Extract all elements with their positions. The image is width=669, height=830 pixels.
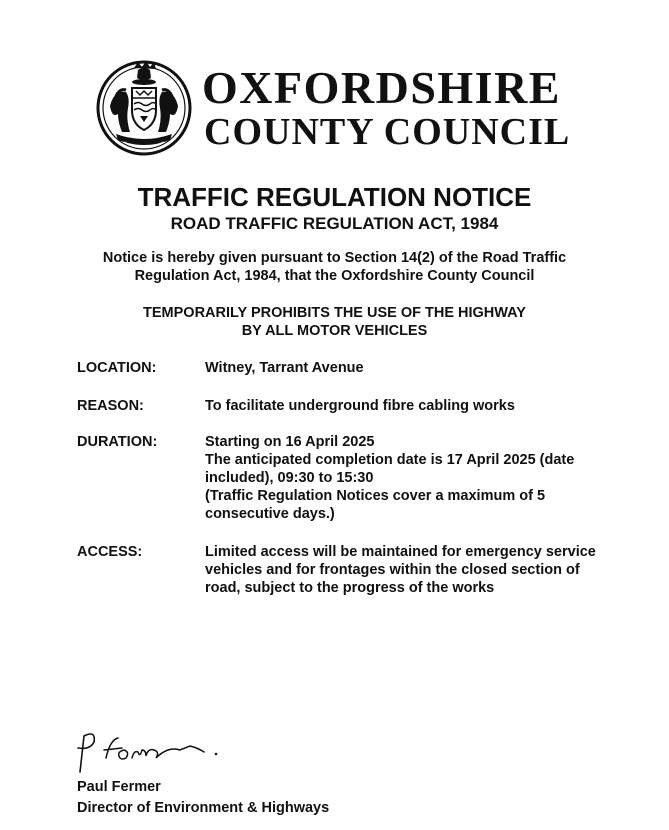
duration-line: consecutive days.) — [205, 506, 335, 522]
intro-line: Regulation Act, 1984, that the Oxfordshire County Council — [134, 268, 535, 284]
prohibition-line: BY ALL MOTOR VEHICLES — [241, 323, 428, 339]
notice-title: TRAFFIC REGULATION NOTICE — [137, 182, 532, 212]
location-value: Witney, Tarrant Avenue — [205, 360, 364, 376]
access-value — [205, 543, 645, 597]
signatory-title: Director of Environment & Highways — [77, 800, 330, 816]
duration-label: DURATION: — [77, 434, 158, 450]
access-line: Limited access will be maintained for emergency service — [205, 544, 596, 560]
reason-value: To facilitate underground fibre cabling works — [205, 398, 515, 414]
council-name-line2: COUNTY COUNCIL — [204, 111, 571, 153]
prohibition-statement — [0, 304, 669, 340]
access-line: vehicles and for frontages within the closed section of — [205, 562, 580, 578]
council-name — [202, 62, 571, 154]
notice-subtitle: ROAD TRAFFIC REGULATION ACT, 1984 — [170, 214, 499, 233]
council-name-line1: OXFORDSHIRE — [202, 62, 561, 113]
duration-line: included), 09:30 to 15:30 — [205, 470, 374, 486]
notice-intro — [0, 249, 669, 285]
council-crest-logo — [96, 58, 192, 156]
signatory-name: Paul Fermer — [77, 779, 161, 795]
intro-line: Notice is hereby given pursuant to Section 14(2) of the Road Traffic — [102, 250, 567, 266]
access-line: road, subject to the progress of the works — [205, 580, 495, 596]
duration-value — [205, 433, 645, 523]
handwritten-signature — [70, 728, 230, 774]
prohibition-line: TEMPORARILY PROHIBITS THE USE OF THE HIGHWAY — [143, 305, 526, 321]
duration-line: (Traffic Regulation Notices cover a maximum of 5 — [205, 488, 546, 504]
duration-line: The anticipated completion date is 17 April 2025 (date — [205, 452, 575, 468]
duration-line: Starting on 16 April 2025 — [205, 434, 375, 450]
reason-label: REASON: — [77, 398, 144, 414]
location-label: LOCATION: — [77, 360, 157, 376]
access-label: ACCESS: — [77, 544, 143, 560]
